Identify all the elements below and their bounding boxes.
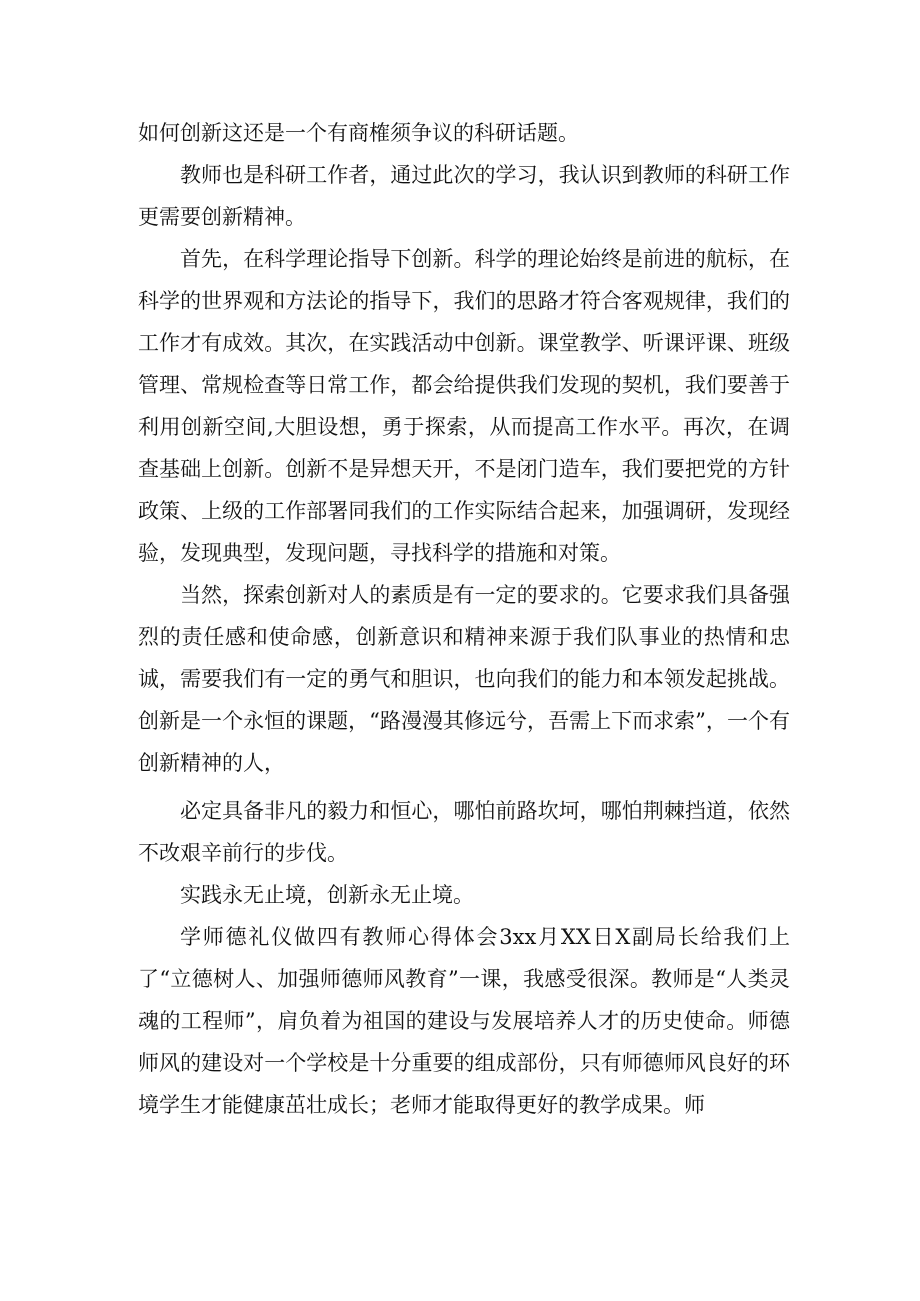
paragraph-1: 如何创新这还是一个有商榷须争议的科研话题。 — [138, 121, 579, 145]
document-body — [138, 112, 790, 1126]
paragraph-4: 当然，探索创新对人的素质是有一定的要求的。它要求我们具备强烈的责任感和使命感，创新意识和精神来源于我们队事业的热情和忠诚，需要我们有一定的勇气和胆识，也向我们的能力和本领发起挑战。创新是一个永恒的课题，“路漫漫其修远兮，吾需上下而求索”，一个有创新精神的人， — [138, 583, 790, 775]
paragraph-7: 学师德礼仪做四有教师心得体会3xx月XX日X副局长给我们上了“立德树人、加强师德师风教育”一课，我感受很深。教师是“人类灵魂的工程师”，肩负着为祖国的建设与发展培养人才的历史使命。师德师风的建设对一个学校是十分重要的组成部份，只有师德师风良好的环境学生才能健康茁壮成长；老师才能取得更好的教学成果。师 — [138, 925, 790, 1117]
paragraph-5: 必定具备非凡的毅力和恒心，哪怕前路坎坷，哪怕荆棘挡道，依然不改艰辛前行的步伐。 — [138, 799, 790, 865]
paragraph-6: 实践永无止境，创新永无止境。 — [180, 883, 474, 907]
paragraph-2: 教师也是科研工作者，通过此次的学习，我认识到教师的科研工作更需要创新精神。 — [138, 163, 790, 229]
paragraph-3: 首先，在科学理论指导下创新。科学的理论始终是前进的航标，在科学的世界观和方法论的指导下，我们的思路才符合客观规律，我们的工作才有成效。其次，在实践活动中创新。课堂教学、听课评课、班级管理、常规检查等日常工作，都会给提供我们发现的契机，我们要善于利用创新空间,大胆设想，勇于探索，从而提高工作水平。再次，在调查基础上创新。创新不是异想天开，不是闭门造车，我们要把党的方针政策、上级的工作部署同我们的工作实际结合起来，加强调研，发现经验，发现典型，发现问题，寻找科学的措施和对策。 — [138, 247, 790, 565]
